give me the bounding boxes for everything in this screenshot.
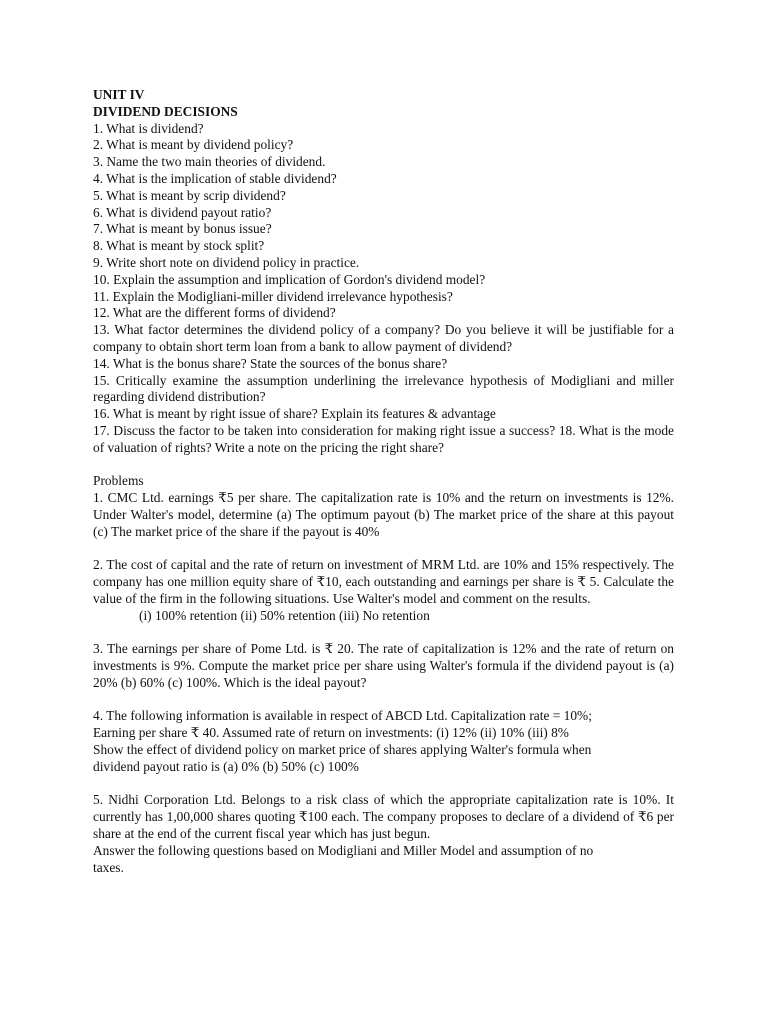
question-item: 2. What is meant by dividend policy? xyxy=(93,137,294,153)
spacer xyxy=(93,692,674,709)
problem-5-text: 5. Nidhi Corporation Ltd. Belongs to a risk class of which the appropriate capitalization rate is 10%. It currently has 1,00,000 shares quoting ₹100 each. The company proposes to declare of a dividend of ₹6 per share at the end of the current fiscal year which has just begun. xyxy=(93,792,674,842)
question-item: 11. Explain the Modigliani-miller dividend irrelevance hypothesis? xyxy=(93,288,453,304)
problem-4-line: 4. The following information is available in respect of ABCD Ltd. Capitalization rate = 10%; xyxy=(93,708,592,724)
question-item: 10. Explain the assumption and implication of Gordon's dividend model? xyxy=(93,271,486,287)
spacer xyxy=(93,457,674,474)
problem-5-line: taxes. xyxy=(93,859,124,875)
problem-5 xyxy=(93,792,674,876)
problem-3: 3. The earnings per share of Pome Ltd. is ₹ 20. The rate of capitalization is 12% and the rate of return on investments is 9%. Compute the market price per share using Walter's formula if the dividend payout is (a) 20% (b) 60% (c) 100%. Which is the ideal payout? xyxy=(93,641,674,690)
spacer xyxy=(93,541,674,558)
spacer xyxy=(93,625,674,642)
question-item: 12. What are the different forms of dividend? xyxy=(93,305,336,321)
problem-2: 2. The cost of capital and the rate of return on investment of MRM Ltd. are 10% and 15% respectively. The company has one million equity share of ₹10, each outstanding and earnings per share is ₹ 5. Calculate the value of the firm in the following situations. Use Walter's model and comment on the results. xyxy=(93,557,674,606)
question-item: 16. What is meant by right issue of share? Explain its features & advantage xyxy=(93,406,496,422)
question-item: 8. What is meant by stock split? xyxy=(93,238,265,254)
question-item: 5. What is meant by scrip dividend? xyxy=(93,187,286,203)
spacer xyxy=(93,776,674,793)
question-item: 4. What is the implication of stable dividend? xyxy=(93,170,337,186)
question-item: 3. Name the two main theories of dividend. xyxy=(93,154,326,170)
problem-4-line: dividend payout ratio is (a) 0% (b) 50% (c) 100% xyxy=(93,758,359,774)
question-item: 9. Write short note on dividend policy in practice. xyxy=(93,254,360,270)
questions-list xyxy=(93,121,674,457)
document-page xyxy=(93,87,674,876)
question-item: 15. Critically examine the assumption underlining the irrelevance hypothesis of Modigliani and miller regarding dividend distribution? xyxy=(93,372,674,405)
question-item: 7. What is meant by bonus issue? xyxy=(93,221,272,237)
question-item: 14. What is the bonus share? State the sources of the bonus share? xyxy=(93,355,448,371)
question-item: 1. What is dividend? xyxy=(93,120,204,136)
unit-title: UNIT IV xyxy=(93,87,145,102)
question-item: 17. Discuss the factor to be taken into consideration for making right issue a success? 18. What is the mode of valuation of rights? Write a note on the pricing the right share? xyxy=(93,422,674,455)
problems-heading: Problems xyxy=(93,473,144,489)
section-title: DIVIDEND DECISIONS xyxy=(93,103,238,119)
question-item: 13. What factor determines the dividend policy of a company? Do you believe it will be justifiable for a company to obtain short term loan from a bank to allow payment of dividend? xyxy=(93,322,674,354)
problem-1: 1. CMC Ltd. earnings ₹5 per share. The capitalization rate is 10% and the return on investments is 12%. Under Walter's model, determine (a) The optimum payout (b) The market price of the share at this payout (c) The market price of the share if the payout is 40% xyxy=(93,490,674,539)
problem-4 xyxy=(93,708,674,775)
problem-4-line: Earning per share ₹ 40. Assumed rate of return on investments: (i) 12% (ii) 10% (iii) 8% xyxy=(93,725,569,741)
problem-2-options: (i) 100% retention (ii) 50% retention (iii) No retention xyxy=(139,607,430,623)
problem-4-line: Show the effect of dividend policy on market price of shares applying Walter's formula when xyxy=(93,742,592,758)
problem-5-line: Answer the following questions based on Modigliani and Miller Model and assumption of no xyxy=(93,842,594,858)
question-item: 6. What is dividend payout ratio? xyxy=(93,204,272,220)
